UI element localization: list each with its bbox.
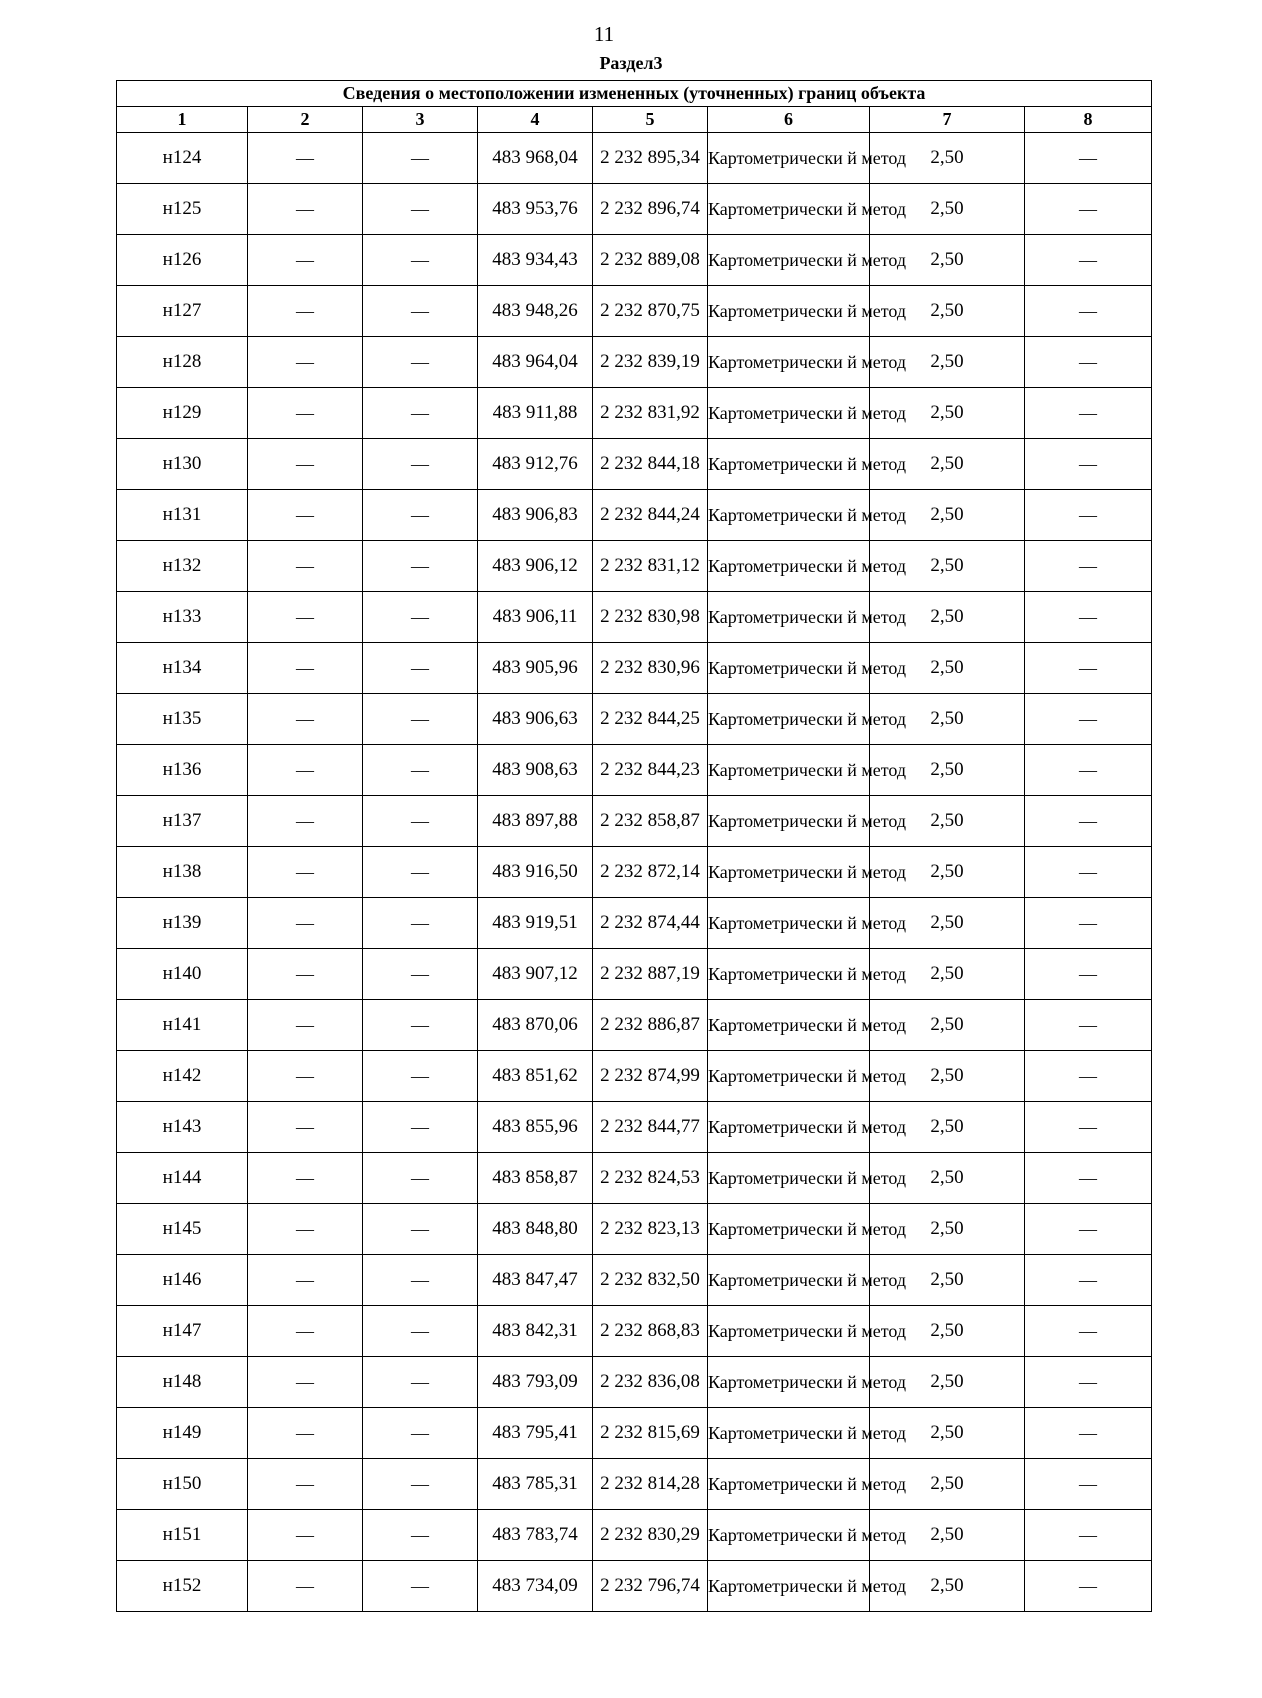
point-id-cell: н125 (117, 184, 248, 235)
accuracy-cell: 2,50 (870, 1306, 1025, 1357)
x-coordinate-cell: 483 916,50 (478, 847, 593, 898)
column-number-row (117, 107, 1152, 133)
y-coordinate-cell: 2 232 814,28 (593, 1459, 708, 1510)
section-title: Раздел3 (599, 53, 663, 73)
description-cell: — (1025, 745, 1152, 796)
old-x-cell: — (248, 1459, 363, 1510)
table-row (117, 235, 1152, 286)
table-row (117, 592, 1152, 643)
accuracy-cell: 2,50 (870, 388, 1025, 439)
method-cell: Картометрически й метод (708, 439, 870, 490)
method-cell: Картометрически й метод (708, 1102, 870, 1153)
method-cell: Картометрически й метод (708, 796, 870, 847)
table-row (117, 337, 1152, 388)
accuracy-cell: 2,50 (870, 949, 1025, 1000)
x-coordinate-cell: 483 934,43 (478, 235, 593, 286)
accuracy-cell: 2,50 (870, 1408, 1025, 1459)
description-cell: — (1025, 235, 1152, 286)
x-coordinate-cell: 483 906,12 (478, 541, 593, 592)
column-header: 1 (117, 107, 248, 133)
x-coordinate-cell: 483 906,63 (478, 694, 593, 745)
point-id-cell: н136 (117, 745, 248, 796)
method-cell: Картометрически й метод (708, 1000, 870, 1051)
method-cell: Картометрически й метод (708, 1408, 870, 1459)
old-y-cell: — (363, 388, 478, 439)
accuracy-cell: 2,50 (870, 1000, 1025, 1051)
old-x-cell: — (248, 133, 363, 184)
old-x-cell: — (248, 643, 363, 694)
x-coordinate-cell: 483 858,87 (478, 1153, 593, 1204)
point-id-cell: н137 (117, 796, 248, 847)
accuracy-cell: 2,50 (870, 286, 1025, 337)
table-row (117, 388, 1152, 439)
description-cell: — (1025, 1408, 1152, 1459)
method-cell: Картометрически й метод (708, 1510, 870, 1561)
old-y-cell: — (363, 1000, 478, 1051)
y-coordinate-cell: 2 232 824,53 (593, 1153, 708, 1204)
table-row (117, 796, 1152, 847)
old-x-cell: — (248, 1000, 363, 1051)
y-coordinate-cell: 2 232 889,08 (593, 235, 708, 286)
y-coordinate-cell: 2 232 830,98 (593, 592, 708, 643)
table-row (117, 847, 1152, 898)
old-y-cell: — (363, 694, 478, 745)
old-y-cell: — (363, 1255, 478, 1306)
method-cell: Картометрически й метод (708, 1357, 870, 1408)
point-id-cell: н139 (117, 898, 248, 949)
x-coordinate-cell: 483 870,06 (478, 1000, 593, 1051)
point-id-cell: н129 (117, 388, 248, 439)
description-cell: — (1025, 1561, 1152, 1612)
table-body (117, 133, 1152, 1612)
table-row (117, 184, 1152, 235)
x-coordinate-cell: 483 842,31 (478, 1306, 593, 1357)
x-coordinate-cell: 483 793,09 (478, 1357, 593, 1408)
description-cell: — (1025, 847, 1152, 898)
y-coordinate-cell: 2 232 844,23 (593, 745, 708, 796)
method-cell: Картометрически й метод (708, 541, 870, 592)
column-header: 8 (1025, 107, 1152, 133)
point-id-cell: н151 (117, 1510, 248, 1561)
y-coordinate-cell: 2 232 887,19 (593, 949, 708, 1000)
point-id-cell: н149 (117, 1408, 248, 1459)
old-x-cell: — (248, 694, 363, 745)
table-row (117, 694, 1152, 745)
old-y-cell: — (363, 1459, 478, 1510)
old-x-cell: — (248, 1153, 363, 1204)
x-coordinate-cell: 483 906,11 (478, 592, 593, 643)
x-coordinate-cell: 483 912,76 (478, 439, 593, 490)
table-row (117, 643, 1152, 694)
accuracy-cell: 2,50 (870, 643, 1025, 694)
page-number: 11 (593, 22, 615, 46)
table-row (117, 1561, 1152, 1612)
old-x-cell: — (248, 1561, 363, 1612)
point-id-cell: н146 (117, 1255, 248, 1306)
point-id-cell: н128 (117, 337, 248, 388)
method-cell: Картометрически й метод (708, 592, 870, 643)
x-coordinate-cell: 483 906,83 (478, 490, 593, 541)
description-cell: — (1025, 1153, 1152, 1204)
method-cell: Картометрически й метод (708, 337, 870, 388)
old-x-cell: — (248, 286, 363, 337)
description-cell: — (1025, 694, 1152, 745)
column-header: 2 (248, 107, 363, 133)
old-y-cell: — (363, 643, 478, 694)
old-y-cell: — (363, 490, 478, 541)
point-id-cell: н124 (117, 133, 248, 184)
old-y-cell: — (363, 337, 478, 388)
method-cell: Картометрически й метод (708, 1153, 870, 1204)
y-coordinate-cell: 2 232 858,87 (593, 796, 708, 847)
old-x-cell: — (248, 541, 363, 592)
boundary-table (116, 80, 1152, 1612)
table-row (117, 1510, 1152, 1561)
description-cell: — (1025, 1306, 1152, 1357)
y-coordinate-cell: 2 232 815,69 (593, 1408, 708, 1459)
old-y-cell: — (363, 439, 478, 490)
old-x-cell: — (248, 1306, 363, 1357)
accuracy-cell: 2,50 (870, 1204, 1025, 1255)
description-cell: — (1025, 388, 1152, 439)
method-cell: Картометрически й метод (708, 847, 870, 898)
point-id-cell: н141 (117, 1000, 248, 1051)
accuracy-cell: 2,50 (870, 1459, 1025, 1510)
x-coordinate-cell: 483 734,09 (478, 1561, 593, 1612)
x-coordinate-cell: 483 968,04 (478, 133, 593, 184)
old-x-cell: — (248, 235, 363, 286)
method-cell: Картометрически й метод (708, 1306, 870, 1357)
x-coordinate-cell: 483 897,88 (478, 796, 593, 847)
description-cell: — (1025, 133, 1152, 184)
old-x-cell: — (248, 847, 363, 898)
column-header: 7 (870, 107, 1025, 133)
method-cell: Картометрически й метод (708, 694, 870, 745)
y-coordinate-cell: 2 232 839,19 (593, 337, 708, 388)
column-header: 3 (363, 107, 478, 133)
old-x-cell: — (248, 796, 363, 847)
old-x-cell: — (248, 337, 363, 388)
table-row (117, 1000, 1152, 1051)
description-cell: — (1025, 1357, 1152, 1408)
old-x-cell: — (248, 949, 363, 1000)
method-cell: Картометрически й метод (708, 1459, 870, 1510)
description-cell: — (1025, 1204, 1152, 1255)
old-y-cell: — (363, 1204, 478, 1255)
y-coordinate-cell: 2 232 886,87 (593, 1000, 708, 1051)
point-id-cell: н126 (117, 235, 248, 286)
column-header: 4 (478, 107, 593, 133)
old-x-cell: — (248, 1357, 363, 1408)
table-row (117, 1051, 1152, 1102)
x-coordinate-cell: 483 848,80 (478, 1204, 593, 1255)
old-y-cell: — (363, 1102, 478, 1153)
point-id-cell: н148 (117, 1357, 248, 1408)
point-id-cell: н140 (117, 949, 248, 1000)
description-cell: — (1025, 490, 1152, 541)
point-id-cell: н147 (117, 1306, 248, 1357)
method-cell: Картометрически й метод (708, 745, 870, 796)
table-row (117, 133, 1152, 184)
method-cell: Картометрически й метод (708, 1255, 870, 1306)
point-id-cell: н143 (117, 1102, 248, 1153)
table-row (117, 541, 1152, 592)
description-cell: — (1025, 439, 1152, 490)
accuracy-cell: 2,50 (870, 1561, 1025, 1612)
y-coordinate-cell: 2 232 844,24 (593, 490, 708, 541)
y-coordinate-cell: 2 232 796,74 (593, 1561, 708, 1612)
table-row (117, 439, 1152, 490)
method-cell: Картометрически й метод (708, 388, 870, 439)
method-cell: Картометрически й метод (708, 1561, 870, 1612)
point-id-cell: н145 (117, 1204, 248, 1255)
x-coordinate-cell: 483 964,04 (478, 337, 593, 388)
table-row (117, 1357, 1152, 1408)
table-row (117, 1459, 1152, 1510)
x-coordinate-cell: 483 953,76 (478, 184, 593, 235)
x-coordinate-cell: 483 948,26 (478, 286, 593, 337)
accuracy-cell: 2,50 (870, 1102, 1025, 1153)
accuracy-cell: 2,50 (870, 490, 1025, 541)
old-y-cell: — (363, 1153, 478, 1204)
old-x-cell: — (248, 1204, 363, 1255)
method-cell: Картометрически й метод (708, 949, 870, 1000)
table-row (117, 1102, 1152, 1153)
method-cell: Картометрически й метод (708, 184, 870, 235)
y-coordinate-cell: 2 232 870,75 (593, 286, 708, 337)
old-y-cell: — (363, 541, 478, 592)
table-row (117, 286, 1152, 337)
y-coordinate-cell: 2 232 830,96 (593, 643, 708, 694)
description-cell: — (1025, 184, 1152, 235)
accuracy-cell: 2,50 (870, 235, 1025, 286)
y-coordinate-cell: 2 232 831,12 (593, 541, 708, 592)
description-cell: — (1025, 643, 1152, 694)
old-y-cell: — (363, 235, 478, 286)
old-x-cell: — (248, 592, 363, 643)
point-id-cell: н130 (117, 439, 248, 490)
table-row (117, 490, 1152, 541)
old-y-cell: — (363, 133, 478, 184)
y-coordinate-cell: 2 232 874,99 (593, 1051, 708, 1102)
description-cell: — (1025, 1051, 1152, 1102)
description-cell: — (1025, 337, 1152, 388)
x-coordinate-cell: 483 851,62 (478, 1051, 593, 1102)
description-cell: — (1025, 1102, 1152, 1153)
old-y-cell: — (363, 898, 478, 949)
old-y-cell: — (363, 1051, 478, 1102)
column-header: 6 (708, 107, 870, 133)
accuracy-cell: 2,50 (870, 796, 1025, 847)
accuracy-cell: 2,50 (870, 541, 1025, 592)
point-id-cell: н138 (117, 847, 248, 898)
old-y-cell: — (363, 1408, 478, 1459)
old-x-cell: — (248, 388, 363, 439)
old-x-cell: — (248, 1051, 363, 1102)
accuracy-cell: 2,50 (870, 847, 1025, 898)
old-x-cell: — (248, 1255, 363, 1306)
table-row (117, 1255, 1152, 1306)
y-coordinate-cell: 2 232 832,50 (593, 1255, 708, 1306)
description-cell: — (1025, 592, 1152, 643)
y-coordinate-cell: 2 232 874,44 (593, 898, 708, 949)
description-cell: — (1025, 286, 1152, 337)
table-row (117, 745, 1152, 796)
table-row (117, 1408, 1152, 1459)
x-coordinate-cell: 483 919,51 (478, 898, 593, 949)
point-id-cell: н152 (117, 1561, 248, 1612)
old-y-cell: — (363, 1561, 478, 1612)
method-cell: Картометрически й метод (708, 235, 870, 286)
old-y-cell: — (363, 1510, 478, 1561)
accuracy-cell: 2,50 (870, 694, 1025, 745)
table-caption: Сведения о местоположении измененных (уточненных) границ объекта (117, 81, 1152, 107)
point-id-cell: н133 (117, 592, 248, 643)
table-row (117, 949, 1152, 1000)
y-coordinate-cell: 2 232 831,92 (593, 388, 708, 439)
old-y-cell: — (363, 796, 478, 847)
accuracy-cell: 2,50 (870, 745, 1025, 796)
point-id-cell: н132 (117, 541, 248, 592)
x-coordinate-cell: 483 847,47 (478, 1255, 593, 1306)
accuracy-cell: 2,50 (870, 898, 1025, 949)
table-row (117, 1306, 1152, 1357)
point-id-cell: н144 (117, 1153, 248, 1204)
y-coordinate-cell: 2 232 895,34 (593, 133, 708, 184)
old-y-cell: — (363, 949, 478, 1000)
y-coordinate-cell: 2 232 896,74 (593, 184, 708, 235)
accuracy-cell: 2,50 (870, 439, 1025, 490)
old-y-cell: — (363, 1357, 478, 1408)
x-coordinate-cell: 483 911,88 (478, 388, 593, 439)
point-id-cell: н135 (117, 694, 248, 745)
description-cell: — (1025, 949, 1152, 1000)
accuracy-cell: 2,50 (870, 1255, 1025, 1306)
x-coordinate-cell: 483 855,96 (478, 1102, 593, 1153)
method-cell: Картометрически й метод (708, 490, 870, 541)
description-cell: — (1025, 1255, 1152, 1306)
y-coordinate-cell: 2 232 844,77 (593, 1102, 708, 1153)
table-row (117, 1153, 1152, 1204)
table-row (117, 898, 1152, 949)
description-cell: — (1025, 541, 1152, 592)
method-cell: Картометрически й метод (708, 1051, 870, 1102)
y-coordinate-cell: 2 232 830,29 (593, 1510, 708, 1561)
method-cell: Картометрически й метод (708, 286, 870, 337)
old-x-cell: — (248, 1510, 363, 1561)
description-cell: — (1025, 796, 1152, 847)
method-cell: Картометрически й метод (708, 133, 870, 184)
accuracy-cell: 2,50 (870, 592, 1025, 643)
y-coordinate-cell: 2 232 823,13 (593, 1204, 708, 1255)
method-cell: Картометрически й метод (708, 643, 870, 694)
x-coordinate-cell: 483 905,96 (478, 643, 593, 694)
description-cell: — (1025, 898, 1152, 949)
old-y-cell: — (363, 286, 478, 337)
table-row (117, 1204, 1152, 1255)
accuracy-cell: 2,50 (870, 184, 1025, 235)
y-coordinate-cell: 2 232 836,08 (593, 1357, 708, 1408)
y-coordinate-cell: 2 232 868,83 (593, 1306, 708, 1357)
accuracy-cell: 2,50 (870, 1051, 1025, 1102)
old-x-cell: — (248, 1408, 363, 1459)
old-x-cell: — (248, 490, 363, 541)
y-coordinate-cell: 2 232 844,18 (593, 439, 708, 490)
x-coordinate-cell: 483 785,31 (478, 1459, 593, 1510)
accuracy-cell: 2,50 (870, 1153, 1025, 1204)
method-cell: Картометрически й метод (708, 1204, 870, 1255)
y-coordinate-cell: 2 232 872,14 (593, 847, 708, 898)
old-x-cell: — (248, 184, 363, 235)
accuracy-cell: 2,50 (870, 133, 1025, 184)
old-x-cell: — (248, 1102, 363, 1153)
accuracy-cell: 2,50 (870, 1510, 1025, 1561)
y-coordinate-cell: 2 232 844,25 (593, 694, 708, 745)
old-x-cell: — (248, 439, 363, 490)
x-coordinate-cell: 483 783,74 (478, 1510, 593, 1561)
point-id-cell: н127 (117, 286, 248, 337)
x-coordinate-cell: 483 795,41 (478, 1408, 593, 1459)
description-cell: — (1025, 1459, 1152, 1510)
old-y-cell: — (363, 745, 478, 796)
method-cell: Картометрически й метод (708, 898, 870, 949)
point-id-cell: н131 (117, 490, 248, 541)
x-coordinate-cell: 483 908,63 (478, 745, 593, 796)
old-y-cell: — (363, 847, 478, 898)
description-cell: — (1025, 1000, 1152, 1051)
point-id-cell: н150 (117, 1459, 248, 1510)
x-coordinate-cell: 483 907,12 (478, 949, 593, 1000)
old-y-cell: — (363, 1306, 478, 1357)
column-header: 5 (593, 107, 708, 133)
point-id-cell: н134 (117, 643, 248, 694)
old-x-cell: — (248, 898, 363, 949)
description-cell: — (1025, 1510, 1152, 1561)
old-x-cell: — (248, 745, 363, 796)
accuracy-cell: 2,50 (870, 337, 1025, 388)
accuracy-cell: 2,50 (870, 1357, 1025, 1408)
point-id-cell: н142 (117, 1051, 248, 1102)
old-y-cell: — (363, 592, 478, 643)
old-y-cell: — (363, 184, 478, 235)
